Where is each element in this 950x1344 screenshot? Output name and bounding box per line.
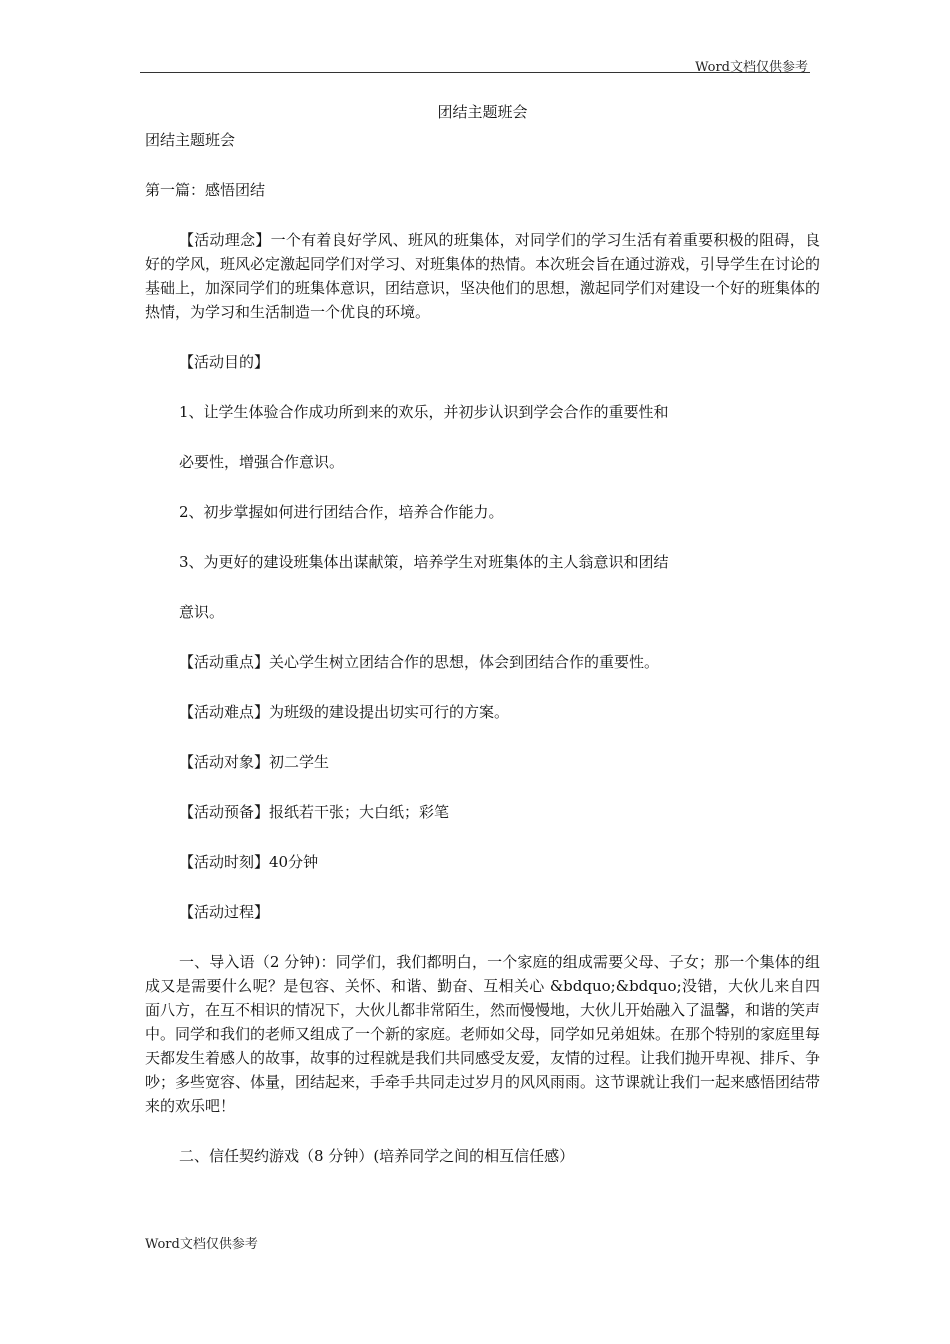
goal-3-line-2: 意识。	[179, 603, 225, 621]
target-audience: 【活动对象】初二学生	[179, 753, 330, 771]
document-center-title: 团结主题班会	[437, 103, 528, 121]
page-header: Word文档仅供参考	[695, 60, 808, 75]
activity-concept: 【活动理念】一个有着良好学风、班风的班集体，对同学们的学习生活有着重要积极的阻碍，良好的学风，班风必定激起同学们对学习、对班集体的热情。本次班会旨在通过游戏，引导学生在讨论的基础上，加深同学们的班集体意识，团结意识，坚决他们的思想，激起同学们对建设一个好的班集体的热情，为学习和生活制造一个优良的环境。	[145, 231, 821, 321]
duration: 【活动时刻】40分钟	[179, 853, 319, 871]
process-heading: 【活动过程】	[179, 903, 270, 921]
preparation: 【活动预备】报纸若干张；大白纸；彩笔	[179, 803, 450, 821]
key-point: 【活动重点】关心学生树立团结合作的思想，体会到团结合作的重要性。	[179, 653, 660, 671]
document-title: 团结主题班会	[145, 131, 236, 149]
goal-3-line-1: 3、为更好的建设班集体出谋献策，培养学生对班集体的主人翁意识和团结	[179, 553, 669, 571]
goal-1-line-1: 1、让学生体验合作成功所到来的欢乐，并初步认识到学会合作的重要性和	[179, 403, 669, 421]
header-rule	[140, 72, 810, 73]
goal-heading: 【活动目的】	[179, 353, 270, 371]
goal-1-line-2: 必要性，增强合作意识。	[179, 453, 345, 471]
document-body	[145, 100, 820, 1194]
page-footer: Word文档仅供参考	[145, 1237, 258, 1252]
difficulty: 【活动难点】为班级的建设提出切实可行的方案。	[179, 703, 510, 721]
trust-game: 二、信任契约游戏（8 分钟）(培养同学之间的相互信任感）	[179, 1147, 575, 1165]
section-title: 第一篇：感悟团结	[145, 181, 266, 199]
intro-paragraph: 一、导入语（2 分钟)：同学们，我们都明白，一个家庭的组成需要父母、子女；那一个集体的组成又是需要什么呢？是包容、关怀、和谐、勤奋、互相关心 &bdquo;&bdquo;没错，大伙儿来自四面八方，在互不相识的情况下，大伙儿都非常陌生，然而慢慢地，大伙儿开始融入了温馨，和谐的笑声中。同学和我们的老师又组成了一个新的家庭。老师如父母，同学如兄弟姐妹。在那个特别的家庭里每天都发生着感人的故事，故事的过程就是我们共同感受友爱，友情的过程。让我们抛开卑视、排斥、争吵；多些宽容、体量，团结起来，手牵手共同走过岁月的风风雨雨。这节课就让我们一起来感悟团结带来的欢乐吧！	[145, 953, 821, 1115]
goal-2: 2、初步掌握如何进行团结合作，培养合作能力。	[179, 503, 504, 521]
